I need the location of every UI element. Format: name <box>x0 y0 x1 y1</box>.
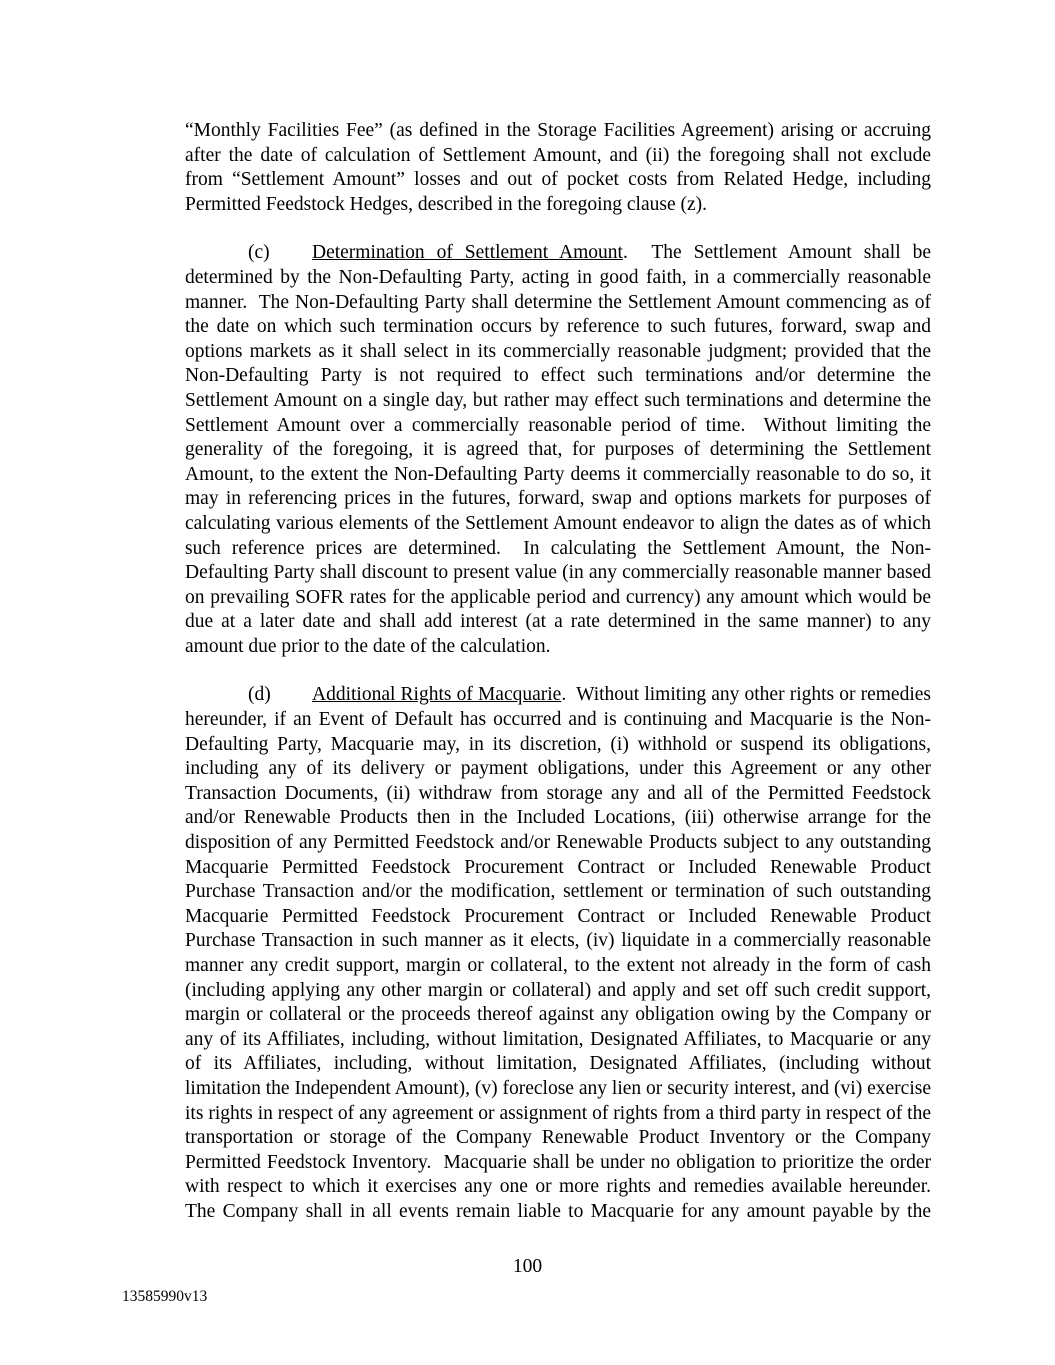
paragraph-text: “Monthly Facilities Fee” (as defined in the Storage Facilities Agreement) arising or accruing after the date of calculation of Settlement Amount, and (ii) the foregoing shall not exclude from “Settlement Amount” losses and out of pocket costs from Related Hedge, including Permitted Feedstock Hedges, described in the foregoing clause (z). <box>185 120 936 215</box>
clause-label-c: (c) <box>248 242 270 264</box>
document-control-number: 13585990v13 <box>122 1288 208 1305</box>
clause-heading-d: Additional Rights of Macquarie <box>312 684 562 706</box>
paragraph-continuation <box>185 119 936 217</box>
paragraph-text: . The Settlement Amount shall be determined by the Non-Defaulting Party, acting in good faith, in a commercially reasonable manner. The Non-Defaulting Party shall determine the Settlement Amount commencing as of the date on which such termination occurs by reference to such futures, forward, swap and options markets as it shall select in its commercially reasonable judgment; provided that the Non-Defaulting Party is not required to effect such terminations and/or determine the Settlement Amount on a single day, but rather may effect such terminations and determine the Settlement Amount over a commercially reasonable period of time. Without limiting the generality of the foregoing, it is agreed that, for purposes of determining the Settlement Amount, to the extent the Non-Defaulting Party deems it commercially reasonable to do so, it may in referencing prices in the futures, forward, swap and options markets for purposes of calculating various elements of the Settlement Amount endeavor to align the dates as of which such reference prices are determined. In calculating the Settlement Amount, the Non-Defaulting Party shall discount to present value (in any commercially reasonable manner based on prevailing SOFR rates for the applicable period and currency) any amount which would be due at a later date and shall add interest (at a rate determined in the same manner) to any amount due prior to the date of the calculation. <box>185 242 936 657</box>
paragraph-clause-c <box>185 241 936 659</box>
paragraph-clause-d <box>185 683 941 1224</box>
clause-heading-c: Determination of Settlement Amount <box>312 242 623 264</box>
page-body <box>185 119 941 1249</box>
page-number: 100 <box>512 1256 543 1277</box>
clause-label-d: (d) <box>248 684 271 706</box>
paragraph-text: . Without limiting any other rights or remedies hereunder, if an Event of Default has occurred and is continuing and Macquarie is the Non-Defaulting Party, Macquarie may, in its discretion, (i) withhold or suspend its obligations, including any of its delivery or payment obligations, under this Agreement or any other Transaction Documents, (ii) withdraw from storage any and all of the Permitted Feedstock and/or Renewable Products then in the Included Locations, (iii) otherwise arrange for the disposition of any Permitted Feedstock and/or Renewable Products subject to any outstanding Macquarie Permitted Feedstock Procurement Contract or Included Renewable Product Purchase Transaction and/or the modification, settlement or termination of such outstanding Macquarie Permitted Feedstock Procurement Contract or Included Renewable Product Purchase Transaction in such manner as it elects, (iv) liquidate in a commercially reasonable manner any credit support, margin or collateral, to the extent not already in the form of cash (including applying any other margin or collateral) and apply and set off such credit support, margin or collateral or the proceeds thereof against any obligation owing by the Company or any of its Affiliates, including, without limitation, Designated Affiliates, to Macquarie or any of its Affiliates, including, without limitation, Designated Affiliates, (including without limitation the Independent Amount), (v) foreclose any lien or security interest, and (vi) exercise its rights in respect of any agreement or assignment of rights from a third party in respect of the transportation or storage of the Company Renewable Product Inventory or the Company Permitted Feedstock Inventory. Macquarie shall be under no obligation to prioritize the order with respect to which it exercises any one or more rights and remedies available hereunder. The Company shall in all events remain liable to Macquarie for any amount payable by the <box>185 684 941 1222</box>
